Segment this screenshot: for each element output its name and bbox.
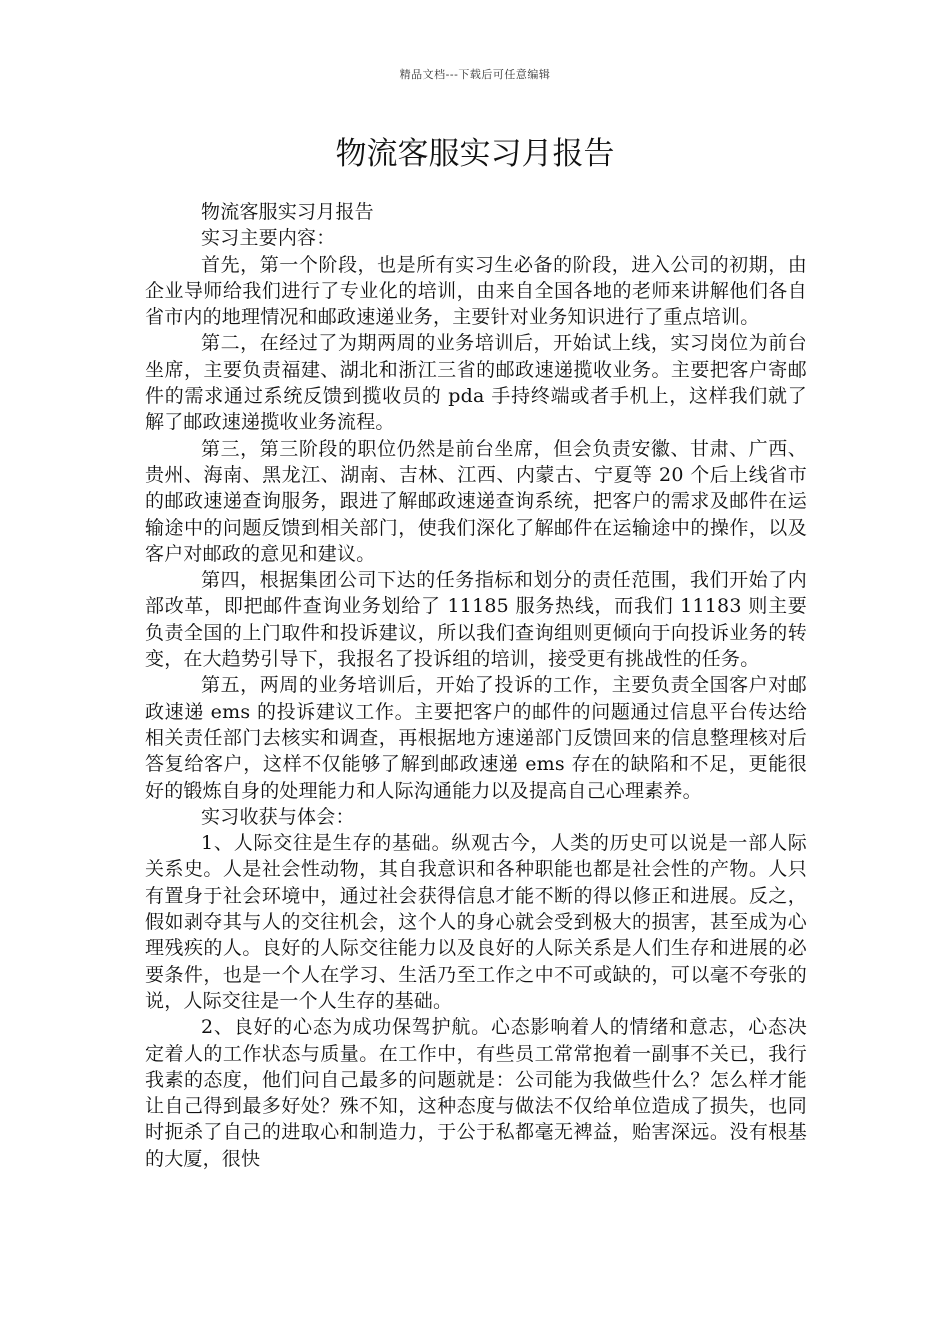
section-heading-gains: 实习收获与体会： — [201, 805, 355, 828]
paragraph-gain-2: 2、良好的心态为成功保驾护航。心态影响着人的情绪和意志，心态决定着人的工作状态与质量。在工作中，有些员工常常抱着一副事不关已，我行我素的态度，他们问自己最多的问题就是：公司能为我做些什么？怎么样才能让自己得到最多好处？殊不知，这种态度与做法不仅给单位造成了损失，也同时扼杀了自己的进取心和制造力，于公于私都毫无裨益，贻害深远。没有根基的大厦，很快 — [145, 1016, 807, 1170]
paragraph-stage-4: 第四，根据集团公司下达的任务指标和划分的责任范围，我们开始了内部改革，即把邮件查询业务划给了 11185 服务热线，而我们 11183 则主要负责全国的上门取件和投诉建议，所以我们查询组则更倾向于向投诉业务的转变，在大趋势引导下，我报名了投诉组的培训，接受更有挑战性的任务。 — [145, 569, 807, 671]
section-heading-main-content: 实习主要内容： — [201, 227, 336, 250]
document-body — [145, 199, 807, 1172]
header-note: 精品文档---下载后可任意编辑 — [399, 68, 551, 81]
paragraph-gain-1: 1、人际交往是生存的基础。纵观古今，人类的历史可以说是一部人际关系史。人是社会性动物，其自我意识和各种职能也都是社会性的产物。人只有置身于社会环境中，通过社会获得信息才能不断的得以修正和进展。反之，假如剥夺其与人的交往机会，这个人的身心就会受到极大的损害，甚至成为心理残疾的人。良好的人际交往能力以及良好的人际关系是人们生存和进展的必要条件，也是一个人在学习、生活乃至工作之中不可或缺的，可以毫不夸张的说，人际交往是一个人生存的基础。 — [145, 832, 807, 1012]
paragraph-stage-5: 第五，两周的业务培训后，开始了投诉的工作，主要负责全国客户对邮政速递 ems 的投诉建议工作。主要把客户的邮件的问题通过信息平台传达给相关责任部门去核实和调查，再根据地方速递部门反馈回来的信息整理核对后答复给客户，这样不仅能够了解到邮政速递 ems 存在的缺陷和不足，更能很好的锻炼自身的处理能力和人际沟通能力以及提高自己心理素养。 — [145, 674, 807, 802]
body-subtitle: 物流客服实习月报告 — [201, 201, 374, 223]
paragraph-stage-2: 第二，在经过了为期两周的业务培训后，开始试上线，实习岗位为前台坐席，主要负责福建、湖北和浙江三省的邮政速递揽收业务。主要把客户寄邮件的需求通过系统反馈到揽收员的 pda 手持终端或者手机上，这样我们就了解了邮政速递揽收业务流程。 — [145, 332, 807, 434]
paragraph-stage-1: 首先，第一个阶段，也是所有实习生必备的阶段，进入公司的初期，由企业导师给我们进行了专业化的培训，由来自全国各地的老师来讲解他们各自省市内的地理情况和邮政速递业务，主要针对业务知识进行了重点培训。 — [145, 253, 807, 329]
paragraph-stage-3: 第三，第三阶段的职位仍然是前台坐席，但会负责安徽、甘肃、广西、贵州、海南、黑龙江、湖南、吉林、江西、内蒙古、宁夏等 20 个后上线省市的邮政速递查询服务，跟进了解邮政速递查询系统，把客户的需求及邮件在运输途中的问题反馈到相关部门，使我们深化了解邮件在运输途中的操作，以及客户对邮政的意见和建议。 — [145, 437, 807, 565]
document-title: 物流客服实习月报告 — [335, 136, 615, 172]
